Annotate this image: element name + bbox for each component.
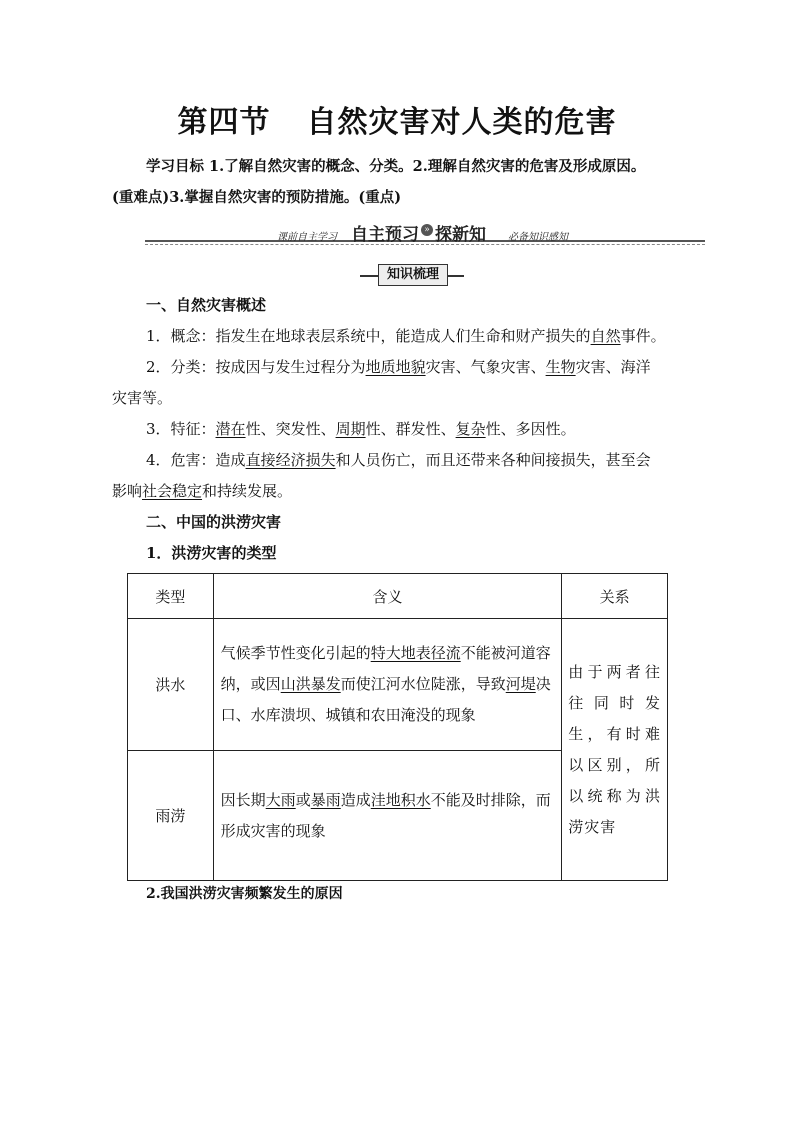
- header-meaning: 含义: [213, 574, 562, 619]
- underlined-term: 暴雨: [310, 790, 341, 809]
- section-1-heading: 一、自然灾害概述: [146, 296, 267, 314]
- cell-meaning-flood: [213, 619, 562, 751]
- item-text: 灾害、气象灾害、: [425, 358, 546, 376]
- cell-meaning-waterlogging: [213, 751, 562, 881]
- header-relation: 关系: [562, 574, 668, 619]
- item-text: 造成: [215, 451, 246, 469]
- item-text: 事件。: [620, 327, 666, 345]
- item-label: 4．危害：: [146, 451, 216, 469]
- cell-text: 决口、水库溃坝、城镇和农田淹没的现象: [220, 675, 551, 724]
- item-text: 按成因与发生过程分为: [215, 358, 366, 376]
- underlined-term: 河堤: [505, 675, 536, 693]
- subsection-flood-types: 1．洪涝灾害的类型: [146, 544, 277, 562]
- banner-right-caption: 必备知识感知: [508, 232, 568, 243]
- table-row: [128, 619, 668, 751]
- cell-type-flood: 洪水: [128, 619, 214, 751]
- underlined-term: 复杂: [455, 420, 486, 438]
- item-text: 影响: [112, 482, 143, 500]
- underlined-term: 周期: [335, 420, 366, 438]
- cell-text: 而使江河水位陡涨，导致: [340, 675, 506, 693]
- item-label: 1．概念：: [146, 327, 216, 345]
- cell-text: 因长期: [220, 790, 266, 809]
- title-text: 自然灾害对人类的危害: [306, 105, 617, 140]
- cell-text: 或: [295, 790, 311, 809]
- title-section-number: 第四节: [177, 105, 271, 140]
- banner-rule: [145, 240, 705, 242]
- item-label: 2．分类：: [146, 358, 216, 376]
- knowledge-tag: [360, 264, 464, 286]
- item-classification-cont: 灾害等。: [112, 389, 173, 407]
- banner-title-2: 探新知: [435, 225, 486, 245]
- item-text: 和人员伤亡，而且还带来各种间接损失，甚至会: [335, 451, 651, 469]
- header-type: 类型: [128, 574, 214, 619]
- banner-left-caption: 课前自主学习: [277, 232, 337, 243]
- cell-text: 造成: [340, 790, 371, 809]
- underlined-term: 直接经济损失: [245, 451, 336, 469]
- table-header-row: [128, 574, 668, 619]
- underlined-term: 山洪暴发: [280, 675, 341, 693]
- cell-text: 气候季节性变化引起的: [220, 644, 371, 662]
- item-text: 性、突发性、: [245, 420, 336, 438]
- cell-relation: [562, 619, 668, 881]
- tag-label: 知识梳理: [378, 264, 448, 286]
- banner-title-1: 自主预习: [351, 225, 419, 245]
- underlined-term: 洼地积水: [370, 790, 431, 809]
- item-features: [146, 414, 706, 445]
- underlined-term: 特大地表径流: [370, 644, 461, 662]
- section-2-heading: 二、中国的洪涝灾害: [146, 513, 282, 531]
- underlined-term: 生物: [545, 358, 576, 376]
- banner-dashed-rule: [145, 244, 705, 246]
- item-text: 性、多因性。: [485, 420, 576, 438]
- objective-line-1: 学习目标 1.了解自然灾害的概念、分类。2.理解自然灾害的危害及形成原因。: [146, 158, 646, 175]
- item-text: 和持续发展。: [202, 482, 293, 500]
- page-title: [0, 97, 794, 141]
- item-label: 3．特征：: [146, 420, 216, 438]
- cell-type-waterlogging: 雨涝: [128, 751, 214, 881]
- section-banner: [145, 220, 705, 246]
- item-text: 性、群发性、: [365, 420, 456, 438]
- cell-text: 不能及时排除，: [430, 790, 536, 809]
- cell-text: 不能被河: [460, 644, 521, 662]
- subsection-flood-causes: 2.我国洪涝灾害频繁发生的原因: [146, 886, 343, 902]
- flood-types-table: [127, 573, 668, 881]
- learning-objectives: [112, 151, 692, 213]
- item-text: 灾害、海洋: [575, 358, 651, 376]
- objective-line-2: (重难点)3.掌握自然灾害的预防措施。(重点): [112, 189, 402, 206]
- cell-text: 而形成灾害的现象: [220, 790, 551, 840]
- item-harm-cont: [112, 476, 292, 507]
- item-classification: [146, 352, 706, 383]
- underlined-term: 社会稳定: [142, 482, 203, 500]
- underlined-term: 潜在: [215, 420, 246, 438]
- item-text: 指发生在地球表层系统中，能造成人们生命和财产损失的: [215, 327, 591, 345]
- item-harm: [146, 445, 706, 476]
- underlined-term: 大雨: [265, 790, 296, 809]
- cell-text: 道容纳，或因: [220, 644, 551, 693]
- arrow-icon: »: [421, 224, 433, 236]
- underlined-term: 地质地貌: [365, 358, 426, 376]
- underlined-term: 自然: [590, 327, 621, 345]
- item-concept: [146, 321, 706, 352]
- relation-text: 由于两者往往同时发生，有时难以区别，所以统称为洪涝灾害: [568, 662, 661, 836]
